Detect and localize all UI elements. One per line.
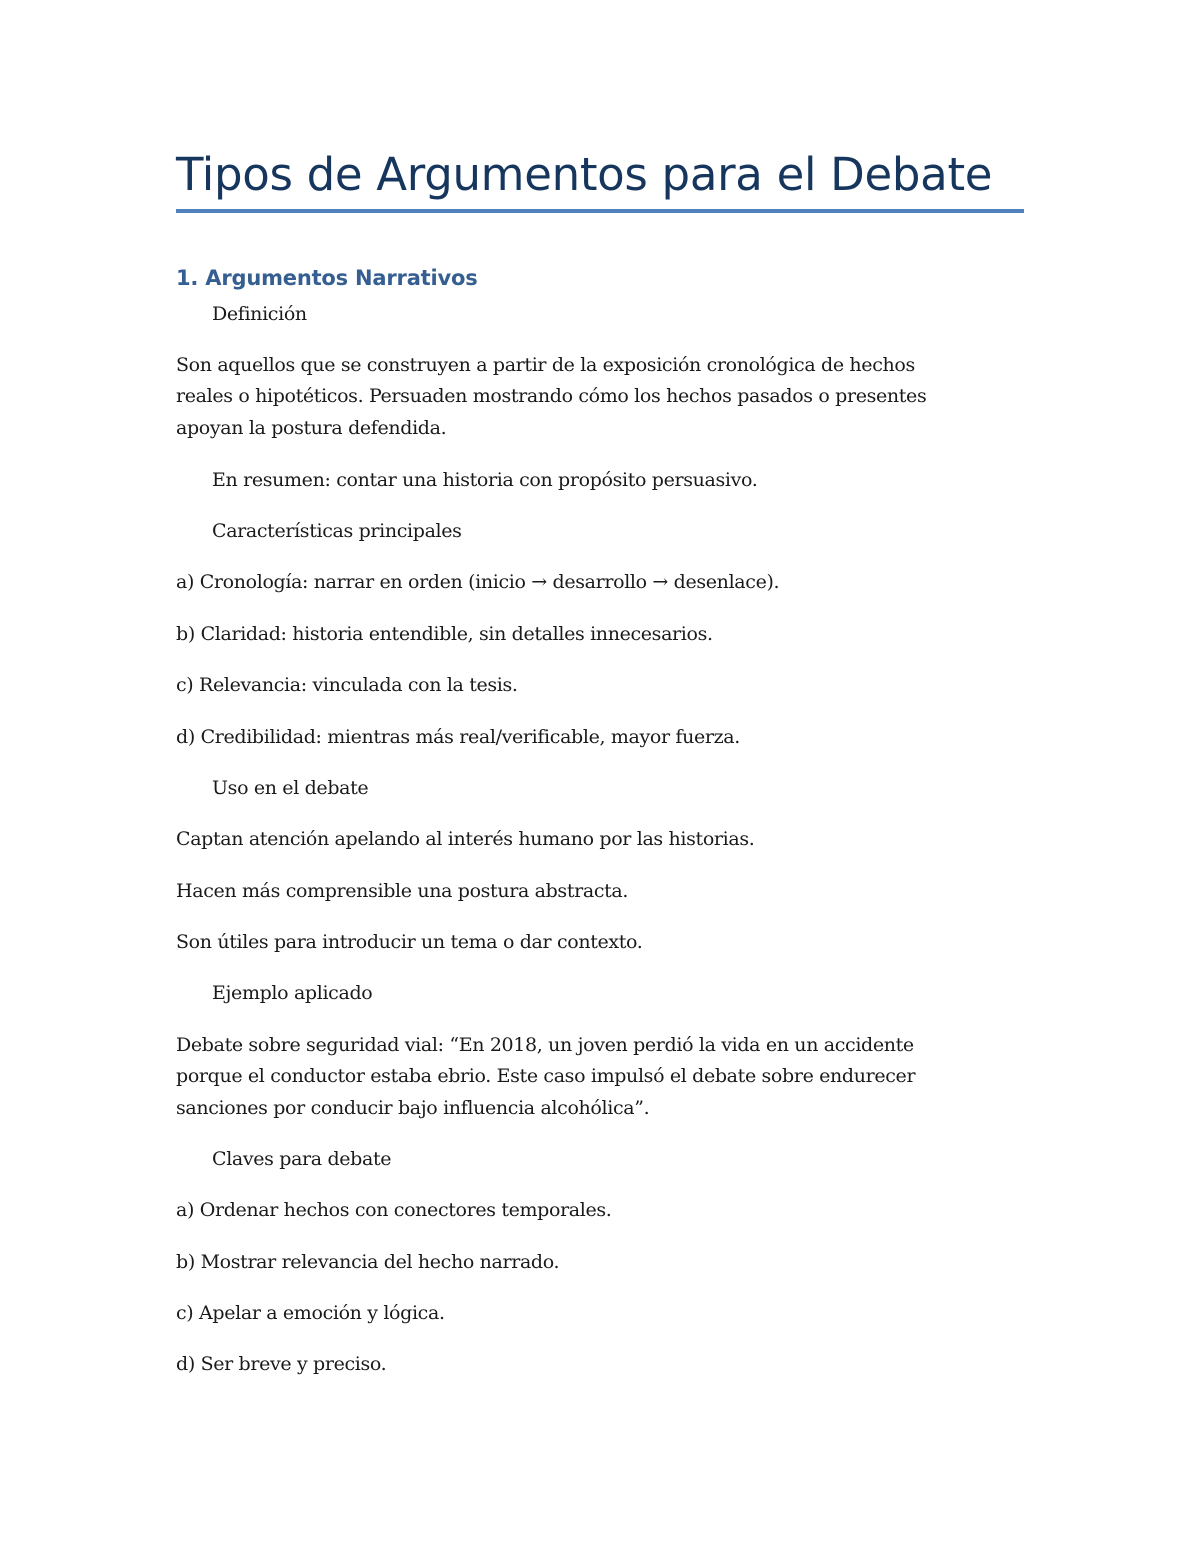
ejemplo-line-3: sanciones por conducir bajo influencia alcohólica”. <box>176 1097 650 1119</box>
caracteristica-d: d) Credibilidad: mientras más real/verificable, mayor fuerza. <box>176 726 740 748</box>
ejemplo-line-2: porque el conductor estaba ebrio. Este caso impulsó el debate sobre endurecer <box>176 1065 916 1087</box>
subheading-claves: Claves para debate <box>212 1148 392 1170</box>
clave-d: d) Ser breve y preciso. <box>176 1353 387 1375</box>
definicion-line-1: Son aquellos que se construyen a partir de la exposición cronológica de hechos <box>176 354 915 376</box>
uso-item-2: Hacen más comprensible una postura abstracta. <box>176 880 629 902</box>
subheading-definicion: Definición <box>212 303 307 325</box>
uso-item-1: Captan atención apelando al interés humano por las historias. <box>176 828 755 850</box>
clave-c: c) Apelar a emoción y lógica. <box>176 1302 445 1324</box>
caracteristica-c: c) Relevancia: vinculada con la tesis. <box>176 674 518 696</box>
document-title: Tipos de Argumentos para el Debate <box>176 148 993 201</box>
subheading-uso: Uso en el debate <box>212 777 369 799</box>
subheading-caracteristicas: Características principales <box>212 520 462 542</box>
caracteristica-a: a) Cronología: narrar en orden (inicio → desarrollo → desenlace). <box>176 571 780 593</box>
ejemplo-line-1: Debate sobre seguridad vial: “En 2018, un joven perdió la vida en un accidente <box>176 1034 914 1056</box>
definicion-line-3: apoyan la postura defendida. <box>176 417 447 439</box>
caracteristica-b: b) Claridad: historia entendible, sin detalles innecesarios. <box>176 623 713 645</box>
uso-item-3: Son útiles para introducir un tema o dar contexto. <box>176 931 643 953</box>
resumen-paragraph: En resumen: contar una historia con propósito persuasivo. <box>212 469 758 491</box>
definicion-line-2: reales o hipotéticos. Persuaden mostrando cómo los hechos pasados o presentes <box>176 385 927 407</box>
clave-a: a) Ordenar hechos con conectores temporales. <box>176 1199 612 1221</box>
title-underline <box>176 209 1024 213</box>
subheading-ejemplo: Ejemplo aplicado <box>212 982 373 1004</box>
clave-b: b) Mostrar relevancia del hecho narrado. <box>176 1251 560 1273</box>
section-heading: 1. Argumentos Narrativos <box>176 266 478 290</box>
